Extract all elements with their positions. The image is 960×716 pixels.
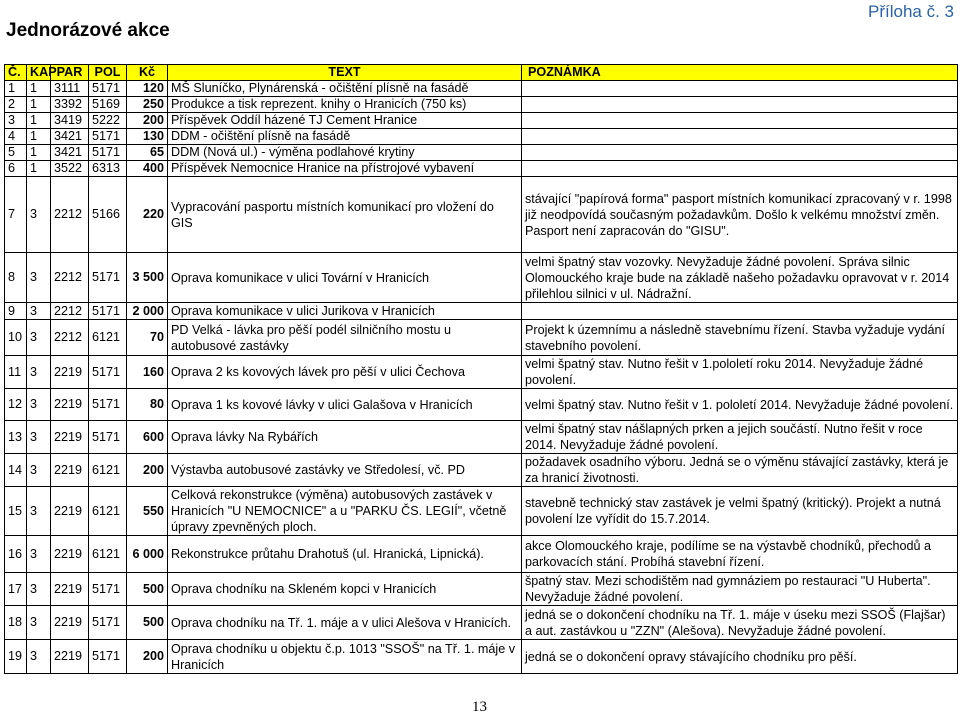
note-value: stávající "papírová forma" pasport místních komunikací zpracovaný v r. 1998 již neodpovídá současným požadavkům. Došlo k velkému množství změn. Pasport není zapracován do "GISU".: [522, 177, 958, 253]
par-value: 2212: [51, 253, 89, 303]
row-number: 19: [5, 640, 27, 674]
note-value: stavebně technický stav zastávek je velmi špatný (kritický). Projekt a nutná povolení lze vyřídit do 15.7.2014.: [522, 487, 958, 536]
text-value: Příspěvek Nemocnice Hranice na přístrojové vybavení: [168, 161, 522, 177]
note-value: [522, 129, 958, 145]
note-value: velmi špatný stav. Nutno řešit v 1. pololetí 2014. Nevyžaduje žádné povolení.: [522, 389, 958, 421]
row-number: 11: [5, 356, 27, 389]
row-number: 8: [5, 253, 27, 303]
amount-value: 500: [127, 573, 168, 606]
col-header-text: TEXT: [168, 65, 522, 81]
row-number: 17: [5, 573, 27, 606]
kap-value: 1: [27, 113, 51, 129]
note-value: špatný stav. Mezi schodištěm nad gymnáziem po restauraci "U Huberta". Nevyžaduje žádné povolení.: [522, 573, 958, 606]
amount-value: 220: [127, 177, 168, 253]
par-value: 2219: [51, 487, 89, 536]
row-number: 4: [5, 129, 27, 145]
table-row: [5, 145, 958, 161]
text-value: Oprava lávky Na Rybářích: [168, 421, 522, 454]
kap-value: 3: [27, 177, 51, 253]
amount-value: 200: [127, 454, 168, 487]
table-row: [5, 421, 958, 454]
text-value: Výstavba autobusové zastávky ve Středolesí, vč. PD: [168, 454, 522, 487]
par-value: 3419: [51, 113, 89, 129]
text-value: Příspěvek Oddíl házené TJ Cement Hranice: [168, 113, 522, 129]
kap-value: 1: [27, 161, 51, 177]
pol-value: 5171: [89, 640, 127, 674]
pol-value: 5169: [89, 97, 127, 113]
kap-value: 1: [27, 129, 51, 145]
table-body: [5, 81, 958, 674]
row-number: 14: [5, 454, 27, 487]
note-value: [522, 97, 958, 113]
note-value: akce Olomouckého kraje, podílíme se na výstavbě chodníků, přechodů a parkovacích stání. Probíhá stavební řízení.: [522, 536, 958, 573]
kap-value: 3: [27, 487, 51, 536]
note-value: [522, 81, 958, 97]
kap-value: 1: [27, 81, 51, 97]
row-number: 1: [5, 81, 27, 97]
par-value: 2212: [51, 320, 89, 356]
kap-value: 3: [27, 356, 51, 389]
note-value: velmi špatný stav nášlapných prken a jejich součástí. Nutno řešit v roce 2014. Nevyžaduje žádné povolení.: [522, 421, 958, 454]
text-value: Oprava chodníku na Skleném kopci v Hranicích: [168, 573, 522, 606]
par-value: 2219: [51, 454, 89, 487]
pol-value: 5171: [89, 145, 127, 161]
table-row: [5, 356, 958, 389]
pol-value: 5171: [89, 81, 127, 97]
amount-value: 70: [127, 320, 168, 356]
text-value: Oprava komunikace v ulici Jurikova v Hranicích: [168, 303, 522, 320]
table-row: [5, 129, 958, 145]
pol-value: 5171: [89, 421, 127, 454]
row-number: 13: [5, 421, 27, 454]
table-row: [5, 454, 958, 487]
pol-value: 5222: [89, 113, 127, 129]
row-number: 16: [5, 536, 27, 573]
kap-value: 3: [27, 303, 51, 320]
pol-value: 5171: [89, 356, 127, 389]
page-number: 13: [472, 699, 487, 715]
amount-value: 2 000: [127, 303, 168, 320]
table-row: [5, 320, 958, 356]
text-value: DDM (Nová ul.) - výměna podlahové krytiny: [168, 145, 522, 161]
kap-value: 1: [27, 145, 51, 161]
amount-value: 250: [127, 97, 168, 113]
table-row: [5, 81, 958, 97]
appendix-label: Příloha č. 3: [868, 2, 954, 21]
amount-value: 6 000: [127, 536, 168, 573]
row-number: 9: [5, 303, 27, 320]
text-value: Celková rekonstrukce (výměna) autobusových zastávek v Hranicích "U NEMOCNICE" a u "PARKU ČS. LEGIÍ", včetně úpravy zpevněných ploch.: [168, 487, 522, 536]
note-value: [522, 161, 958, 177]
pol-value: 5166: [89, 177, 127, 253]
amount-value: 200: [127, 640, 168, 674]
col-header-par: PAR: [51, 65, 89, 81]
par-value: 3522: [51, 161, 89, 177]
col-header-kc: Kč: [127, 65, 168, 81]
table-row: [5, 640, 958, 674]
row-number: 18: [5, 606, 27, 640]
pol-value: 6121: [89, 487, 127, 536]
amount-value: 65: [127, 145, 168, 161]
amount-value: 160: [127, 356, 168, 389]
amount-value: 500: [127, 606, 168, 640]
text-value: Vypracování pasportu místních komunikací pro vložení do GIS: [168, 177, 522, 253]
par-value: 2219: [51, 389, 89, 421]
par-value: 3421: [51, 129, 89, 145]
table-row: [5, 487, 958, 536]
row-number: 6: [5, 161, 27, 177]
table-row: [5, 253, 958, 303]
amount-value: 80: [127, 389, 168, 421]
table-row: [5, 113, 958, 129]
text-value: PD Velká - lávka pro pěší podél silničního mostu u autobusové zastávky: [168, 320, 522, 356]
text-value: Oprava komunikace v ulici Tovární v Hranicích: [168, 253, 522, 303]
row-number: 15: [5, 487, 27, 536]
pol-value: 6121: [89, 320, 127, 356]
par-value: 2219: [51, 421, 89, 454]
par-value: 2219: [51, 356, 89, 389]
note-value: [522, 113, 958, 129]
amount-value: 130: [127, 129, 168, 145]
text-value: Rekonstrukce průtahu Drahotuš (ul. Hranická, Lipnická).: [168, 536, 522, 573]
col-header-pol: POL: [89, 65, 127, 81]
table-row: [5, 177, 958, 253]
table-row: [5, 606, 958, 640]
row-number: 12: [5, 389, 27, 421]
row-number: 3: [5, 113, 27, 129]
actions-table: [4, 64, 958, 674]
note-value: jedná se o dokončení opravy stávajícího chodníku pro pěší.: [522, 640, 958, 674]
table-row: [5, 389, 958, 421]
row-number: 5: [5, 145, 27, 161]
note-value: velmi špatný stav vozovky. Nevyžaduje žádné povolení. Správa silnic Olomouckého kraje bude na základě našeho požadavku opravovat v r. 2014 přilehlou silnici v ul. Nádražní.: [522, 253, 958, 303]
table-row: [5, 573, 958, 606]
pol-value: 6121: [89, 536, 127, 573]
text-value: Oprava 2 ks kovových lávek pro pěší v ulici Čechova: [168, 356, 522, 389]
kap-value: 3: [27, 606, 51, 640]
kap-value: 3: [27, 389, 51, 421]
par-value: 2212: [51, 177, 89, 253]
text-value: DDM - očištění plísně na fasádě: [168, 129, 522, 145]
text-value: Oprava chodníku u objektu č.p. 1013 "SSOŠ" na Tř. 1. máje v Hranicích: [168, 640, 522, 674]
amount-value: 120: [127, 81, 168, 97]
par-value: 2219: [51, 606, 89, 640]
note-value: velmi špatný stav. Nutno řešit v 1.pololetí roku 2014. Nevyžaduje žádné povolení.: [522, 356, 958, 389]
row-number: 7: [5, 177, 27, 253]
pol-value: 5171: [89, 573, 127, 606]
par-value: 2219: [51, 536, 89, 573]
pol-value: 5171: [89, 253, 127, 303]
amount-value: 200: [127, 113, 168, 129]
pol-value: 5171: [89, 303, 127, 320]
note-value: [522, 145, 958, 161]
col-header-kap: KAP: [27, 65, 51, 81]
par-value: 2212: [51, 303, 89, 320]
kap-value: 3: [27, 536, 51, 573]
text-value: MŠ Sluníčko, Plynárenská - očištění plísně na fasádě: [168, 81, 522, 97]
note-value: [522, 303, 958, 320]
par-value: 3392: [51, 97, 89, 113]
amount-value: 400: [127, 161, 168, 177]
table-row: [5, 161, 958, 177]
page-title: Jednorázové akce: [6, 20, 170, 41]
pol-value: 6313: [89, 161, 127, 177]
col-header-c: Č.: [5, 65, 27, 81]
kap-value: 3: [27, 573, 51, 606]
amount-value: 550: [127, 487, 168, 536]
row-number: 10: [5, 320, 27, 356]
amount-value: 600: [127, 421, 168, 454]
table-header: [5, 65, 958, 81]
note-value: Projekt k územnímu a následně stavebnímu řízení. Stavba vyžaduje vydání stavebního povolení.: [522, 320, 958, 356]
kap-value: 3: [27, 640, 51, 674]
text-value: Oprava 1 ks kovové lávky v ulici Galašova v Hranicích: [168, 389, 522, 421]
table-row: [5, 536, 958, 573]
kap-value: 3: [27, 454, 51, 487]
par-value: 2219: [51, 573, 89, 606]
note-value: požadavek osadního výboru. Jedná se o výměnu stávající zastávky, která je za hranicí životnosti.: [522, 454, 958, 487]
kap-value: 1: [27, 97, 51, 113]
pol-value: 5171: [89, 129, 127, 145]
par-value: 3421: [51, 145, 89, 161]
row-number: 2: [5, 97, 27, 113]
col-header-note: POZNÁMKA: [522, 65, 958, 81]
pol-value: 5171: [89, 606, 127, 640]
pol-value: 5171: [89, 389, 127, 421]
kap-value: 3: [27, 253, 51, 303]
par-value: 3111: [51, 81, 89, 97]
par-value: 2219: [51, 640, 89, 674]
text-value: Produkce a tisk reprezent. knihy o Hranicích (750 ks): [168, 97, 522, 113]
pol-value: 6121: [89, 454, 127, 487]
note-value: jedná se o dokončení chodníku na Tř. 1. máje v úseku mezi SSOŠ (Flajšar) a aut. zastávkou u "ZZN" (Alešova). Nevyžaduje žádné povolení.: [522, 606, 958, 640]
kap-value: 3: [27, 320, 51, 356]
kap-value: 3: [27, 421, 51, 454]
amount-value: 3 500: [127, 253, 168, 303]
text-value: Oprava chodníku na Tř. 1. máje a v ulici Alešova v Hranicích.: [168, 606, 522, 640]
table-row: [5, 97, 958, 113]
table-row: [5, 303, 958, 320]
